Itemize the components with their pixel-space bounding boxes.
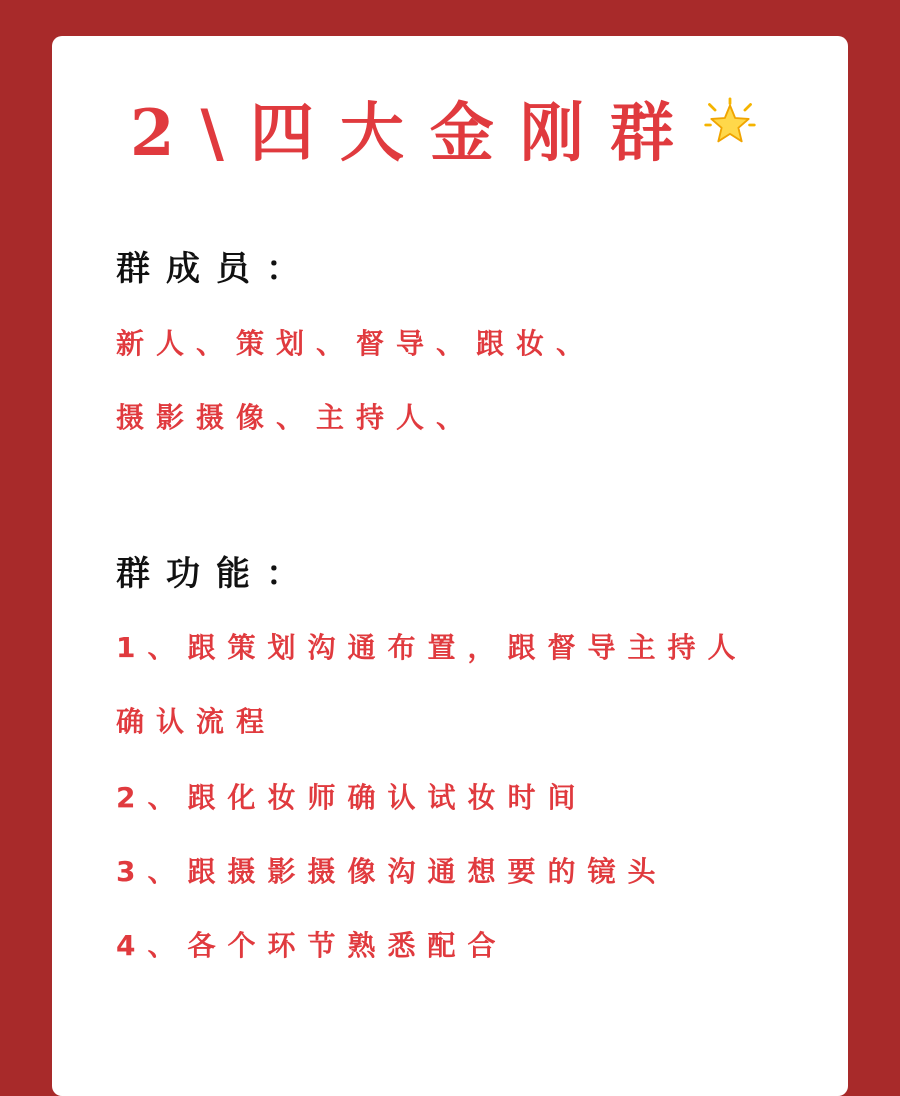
functions-line: 3、跟摄影摄像沟通想要的镜头 [116,855,668,888]
title-row [130,88,758,171]
functions-line: 4、各个环节熟悉配合 [116,929,508,962]
functions-line: 2、跟化妆师确认试妆时间 [116,781,588,814]
page-title: 2\四大金刚群 [130,96,700,171]
functions-line: 1、跟策划沟通布置，跟督导主持人 [116,631,748,664]
members-heading: 群成员： [116,249,316,289]
members-line: 新人、策划、督导、跟妆、 [116,327,597,360]
glowing-star-icon [702,97,758,153]
members-line: 摄影摄像、主持人、 [116,401,477,434]
functions-heading: 群功能： [116,554,316,594]
content-card [52,36,848,1096]
functions-line: 确认流程 [116,705,277,738]
